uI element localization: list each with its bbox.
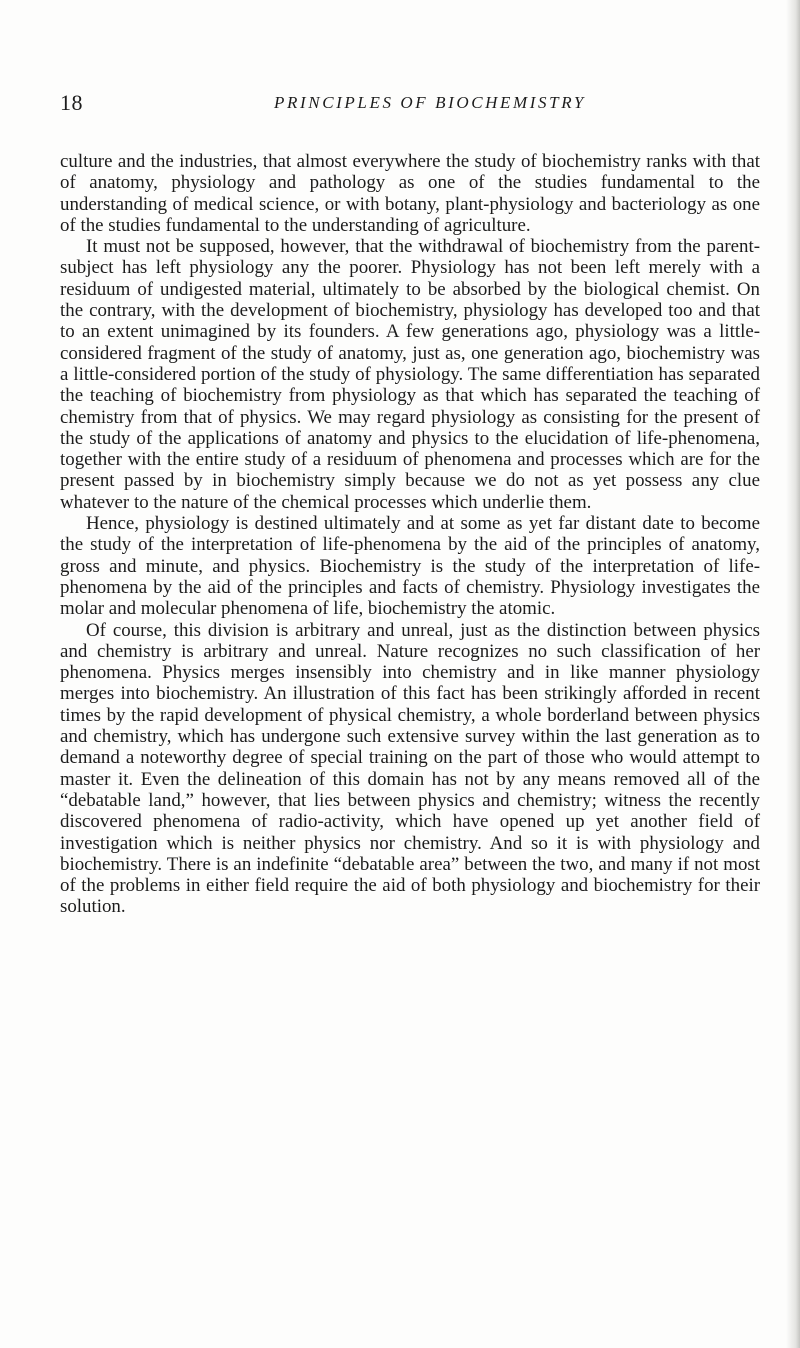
page-edge-shadow [786,0,800,1348]
paragraph-withdrawal: It must not be supposed, however, that the withdrawal of biochemistry from the parent-subject has left physiology any the poorer. Physiology has not been left merely with a residuum of undigested material, ultimately to be absorbed by the biological chemist. On the contrary, with the development of biochemistry, physiology has developed too and that to an extent unimagined by its founders. A few generations ago, physiology was a little-considered fragment of the study of anatomy, just as, one generation ago, biochemistry was a little-considered portion of the study of physiology. The same differentiation has separated the teaching of biochemistry from physiology as that which has separated the teaching of chemistry from that of physics. We may regard physiology as consisting for the present of the study of the applications of anatomy and physics to the elucidation of life-phenomena, together with the entire study of a residuum of phenomena and processes which are for the present passed by in biochemistry simply because we do not as yet possess any clue whatever to the nature of the chemical processes which underlie them. [60,236,760,513]
paragraph-hence: Hence, physiology is destined ultimately and at some as yet far distant date to become the study of the interpretation of life-phenomena by the aid of the principles of anatomy, gross and minute, and physics. Biochemistry is the study of the interpretation of life-phenomena by the aid of the principles and facts of chemistry. Physiology investigates the molar and molecular phenomena of life, biochemistry the atomic. [60,513,760,620]
running-head [60,88,760,118]
paragraph-of-course: Of course, this division is arbitrary and unreal, just as the distinction between physics and chemistry is arbitrary and unreal. Nature recognizes no such classification of her phenomena. Physics merges insensibly into chemistry and in like manner physiology merges into biochemistry. An illustration of this fact has been strikingly afforded in recent times by the rapid development of physical chemistry, a whole borderland between physics and chemistry, which has undergone such extensive survey within the last generation as to demand a noteworthy degree of special training on the part of those who would attempt to master it. Even the delineation of this domain has not by any means removed all of the “debatable land,” however, that lies between physics and chemistry; witness the recently discovered phenomena of radio-activity, which have opened up yet another field of investigation which is neither physics nor chemistry. And so it is with physiology and biochemistry. There is an indefinite “debatable area” between the two, and many if not most of the problems in either field require the aid of both physiology and biochemistry for their solution. [60,619,760,918]
paragraph-continued: culture and the industries, that almost everywhere the study of biochemistry ranks with that of anatomy, physiology and pathology as one of the studies fundamental to the understanding of medical science, or with botany, plant-physiology and bacteriology as one of the studies fundamental to the understanding of agriculture. [60,151,760,236]
running-title: PRINCIPLES OF BIOCHEMISTRY [274,93,586,112]
body-text [60,151,760,918]
page-number: 18 [60,90,83,115]
